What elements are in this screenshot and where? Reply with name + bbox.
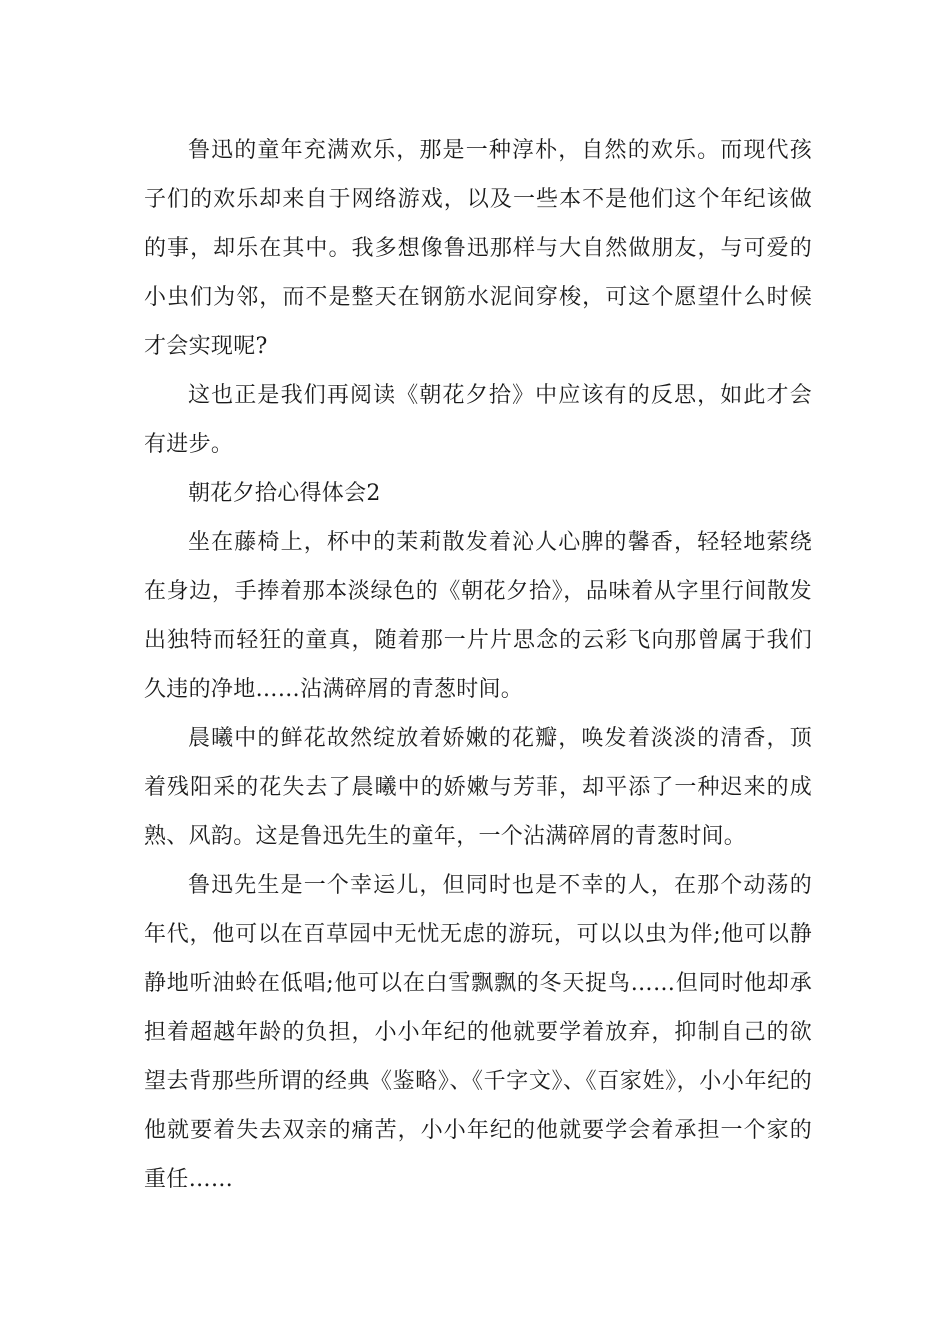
document-body — [144, 126, 812, 1204]
paragraph-childhood-joy: 鲁迅的童年充满欢乐，那是一种淳朴，自然的欢乐。而现代孩子们的欢乐却来自于网络游戏，以及一些本不是他们这个年纪该做的事，却乐在其中。我多想像鲁迅那样与大自然做朋友，与可爱的小虫们为邻，而不是整天在钢筋水泥间穿梭，可这个愿望什么时候才会实现呢? — [144, 138, 812, 359]
paragraph-morning-flowers: 晨曦中的鲜花故然绽放着娇嫩的花瓣，唤发着淡淡的清香，顶着残阳采的花失去了晨曦中的娇嫩与芳菲，却平添了一种迟来的成熟、风韵。这是鲁迅先生的童年，一个沾满碎屑的青葱时间。 — [144, 726, 812, 849]
paragraph-rattan-chair: 坐在藤椅上，杯中的茉莉散发着沁人心脾的馨香，轻轻地萦绕在身边，手捧着那本淡绿色的《朝花夕拾》，品味着从字里行间散发出独特而轻狂的童真，随着那一片片思念的云彩飞向那曾属于我们久违的净地……沾满碎屑的青葱时间。 — [144, 530, 812, 702]
paragraph-lucky-child: 鲁迅先生是一个幸运儿，但同时也是不幸的人，在那个动荡的年代，他可以在百草园中无忧无虑的游玩，可以以虫为伴;他可以静静地听油蛉在低唱;他可以在白雪飘飘的冬天捉鸟……但同时他却承担着超越年龄的负担，小小年纪的他就要学着放弃，抑制自己的欲望去背那些所谓的经典《鉴略》、《千字文》、《百家姓》，小小年纪的他就要着失去双亲的痛苦，小小年纪的他就要学会着承担一个家的重任…… — [144, 873, 812, 1192]
paragraph-reflection: 这也正是我们再阅读《朝花夕拾》中应该有的反思，如此才会有进步。 — [144, 383, 812, 457]
section-title: 朝花夕拾心得体会2 — [188, 481, 381, 506]
